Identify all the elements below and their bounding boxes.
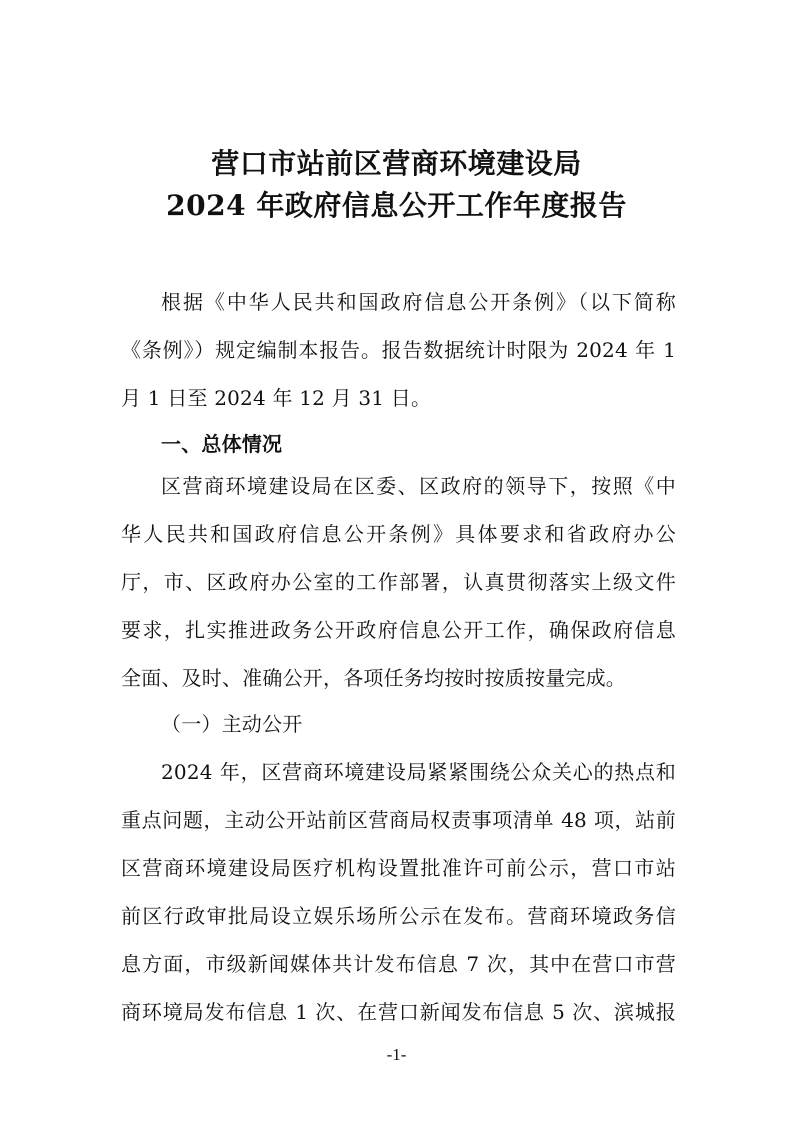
section1-line-1: 区营商环境建设局在区委、区政府的领导下，按照《中 bbox=[161, 474, 676, 498]
subsection1-line-4: 前区行政审批局设立娱乐场所公示在发布。营商环境政务信 bbox=[121, 904, 676, 928]
subsection1-line-5: 息方面，市级新闻媒体共计发布信息 7 次，其中在营口市营 bbox=[121, 952, 676, 976]
subsection1-line-3: 区营商环境建设局医疗机构设置批准许可前公示，营口市站 bbox=[121, 856, 676, 880]
section-heading: 一、总体情况 bbox=[161, 432, 283, 456]
subsection1-line-1: 2024 年，区营商环境建设局紧紧围绕公众关心的热点和 bbox=[161, 760, 676, 784]
document-title-line-2: 2024 年政府信息公开工作年度报告 bbox=[166, 189, 627, 222]
intro-line-1: 根据《中华人民共和国政府信息公开条例》（以下简称 bbox=[161, 290, 676, 314]
subsection-heading: （一）主动公开 bbox=[161, 712, 303, 736]
subsection1-line-6: 商环境局发布信息 1 次、在营口新闻发布信息 5 次、滨城报 bbox=[121, 1000, 676, 1024]
section1-line-5: 全面、及时、准确公开，各项任务均按时按质按量完成。 bbox=[121, 666, 626, 690]
section1-line-4: 要求，扎实推进政务公开政府信息公开工作，确保政府信息 bbox=[121, 618, 676, 642]
page-number: -1- bbox=[386, 1045, 407, 1064]
intro-line-3: 月 1 日至 2024 年 12 月 31 日。 bbox=[121, 386, 432, 410]
subsection1-line-2: 重点问题，主动公开站前区营商局权责事项清单 48 项，站前 bbox=[121, 808, 676, 832]
intro-line-2: 《条例》）规定编制本报告。报告数据统计时限为 2024 年 1 bbox=[121, 338, 676, 362]
section1-line-3: 厅，市、区政府办公室的工作部署，认真贯彻落实上级文件 bbox=[121, 570, 676, 594]
section1-line-2: 华人民共和国政府信息公开条例》具体要求和省政府办公 bbox=[121, 522, 676, 546]
document-title-line-1: 营口市站前区营商环境建设局 bbox=[211, 147, 582, 180]
